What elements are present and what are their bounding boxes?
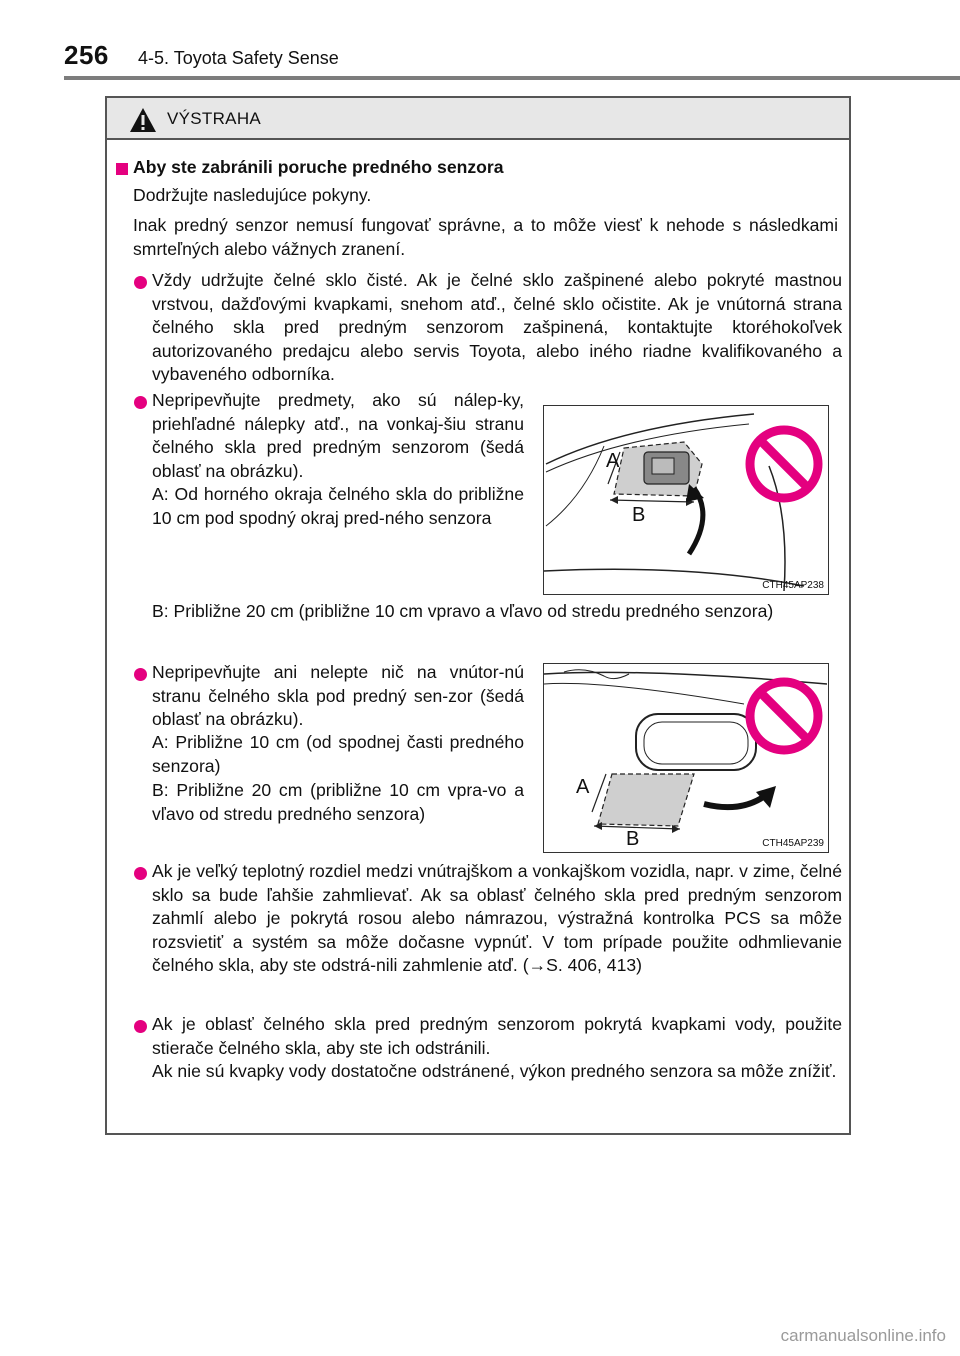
bullet-no-stickers-inside: Nepripevňujte ani nelepte nič na vnútor-nú stranu čelného skla pod predný sen-zor (šedá oblasť na obrázku). <box>152 662 524 729</box>
bullet-fogging: Ak je veľký teplotný rozdiel medzi vnútrajškom a vonkajškom vozidla, napr. v zime, čelné sklo sa bude ľahšie zahmlievať. Ak sa oblasť čelného skla pred predným senzorom zahmlí alebo je pokrytá rosou alebo námrazou, výstražná kontrolka PCS sa môže rozsvietiť a systém sa môže dočasne vypnúť. V tom prípade použite odhmlievanie čelného skla, aby ste odstrá-nili zahmlenie atď. (→S. 406, 413) <box>152 861 842 975</box>
windshield-inside-illustration <box>544 664 827 851</box>
bullet-inside-note-b: B: Približne 20 cm (približne 10 cm vpra-vo a vľavo od stredu predného senzora) <box>152 780 524 824</box>
warning-header <box>107 98 849 140</box>
bullet-stickers-note-a: A: Od horného okraja čelného skla do približne 10 cm pod spodný okraj pred-ného senzora <box>152 484 524 528</box>
figure-windshield-inside <box>543 663 829 853</box>
bullet-water-drops: Ak je oblasť čelného skla pred predným senzorom pokrytá kvapkami vody, použite stierače čelného skla, aby ste ich odstránili. <box>152 1014 842 1058</box>
figure2-code: CTH45AP239 <box>762 838 824 849</box>
warning-triangle-icon <box>129 107 157 133</box>
page-number: 256 <box>64 40 109 70</box>
figure2-label-b: B <box>626 828 640 850</box>
bullet-dot <box>134 668 147 681</box>
section-title: 4-5. Toyota Safety Sense <box>138 48 339 68</box>
warning-heading: Aby ste zabránili poruche predného senzora <box>133 157 504 177</box>
bullet-water-drops-note: Ak nie sú kvapky vody dostatočne odstránené, výkon predného senzora sa môže znížiť. <box>152 1061 837 1081</box>
intro-paragraph-1: Dodržujte nasledujúce pokyny. <box>133 185 372 205</box>
figure1-label-b: B <box>632 504 646 526</box>
bullet-no-stickers-outside: Nepripevňujte predmety, ako sú nálep-ky, priehľadné nálepky atď., na vonkaj-šiu stranu čelného skla pred predným senzorom (šedá oblasť na obrázku). <box>152 390 524 481</box>
bullet-dot <box>134 867 147 880</box>
bullet-stickers-note-b: B: Približne 20 cm (približne 10 cm vpravo a vľavo od stredu predného senzora) <box>152 601 774 621</box>
heading-square-bullet <box>116 163 128 175</box>
bullet-dot <box>134 1020 147 1033</box>
warning-title: VÝSTRAHA <box>167 109 262 128</box>
bullet-clean-windshield: Vždy udržujte čelné sklo čisté. Ak je čelné sklo zašpinené alebo pokryté mastnou vrstvou, dažďovými kvapkami, snehom atď., čelné sklo očistite. Ak je vnútorná strana čelného skla pred predným senzorom zašpinená, kontaktujte ktoréhokoľvek autorizovaného predajcu alebo servis Toyota, alebo iného riadne kvalifikovaného a vybaveného odborníka. <box>152 270 842 384</box>
bullet-dot <box>134 396 147 409</box>
figure-windshield-outside <box>543 405 829 595</box>
bullet-dot <box>134 276 147 289</box>
header-rule <box>64 76 960 80</box>
figure1-label-a: A <box>606 450 620 472</box>
page-header <box>64 40 944 80</box>
figure2-label-a: A <box>576 776 590 798</box>
bullet-inside-note-a: A: Približne 10 cm (od spodnej časti predného senzora) <box>152 732 524 776</box>
warning-box <box>105 96 851 1135</box>
intro-paragraph-2: Inak predný senzor nemusí fungovať správne, a to môže viesť k nehode s následkami smrteľných alebo vážnych zranení. <box>133 215 838 259</box>
footer-watermark: carmanualsonline.info <box>780 1326 946 1345</box>
windshield-outside-illustration <box>544 406 827 593</box>
figure1-code: CTH45AP238 <box>762 580 824 591</box>
